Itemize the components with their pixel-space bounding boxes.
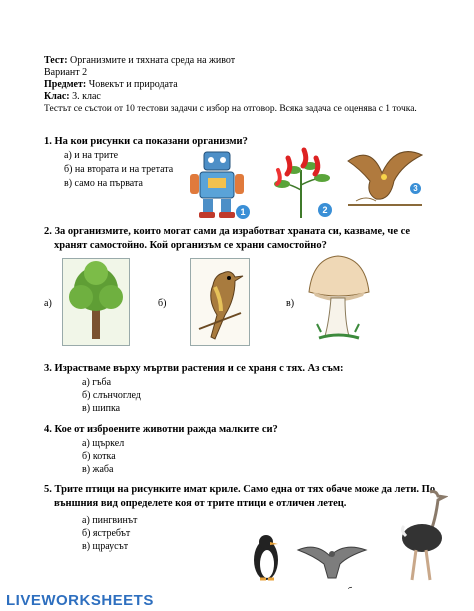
mushroom-frame bbox=[305, 252, 371, 344]
q4-option-c[interactable]: в) жаба bbox=[82, 464, 114, 475]
question-1: 1. На кои рисунки са показани организми? bbox=[44, 136, 248, 147]
q2-option-b[interactable]: б) bbox=[158, 298, 167, 309]
q5-option-c[interactable]: в) щраусът bbox=[82, 541, 129, 552]
q3-option-a[interactable]: а) гъба bbox=[82, 377, 112, 388]
owl-image bbox=[346, 143, 424, 209]
q3-option-b[interactable]: б) слънчоглед bbox=[82, 390, 141, 401]
badge-1: 1 bbox=[236, 205, 250, 219]
penguin-image bbox=[246, 532, 286, 582]
class-value: 3. клас bbox=[69, 91, 101, 102]
q2-option-a[interactable]: а) bbox=[44, 298, 52, 309]
q3-option-c[interactable]: в) шипка bbox=[82, 403, 121, 414]
mushroom-image bbox=[305, 252, 371, 344]
q5-option-b[interactable]: б) ястребът bbox=[82, 528, 131, 539]
question-2-line2: хранят самостойно. Кой организъм се храни самостойно? bbox=[54, 240, 327, 251]
q4-option-a[interactable]: а) щъркел bbox=[82, 438, 125, 449]
subject-value: Човекът и природата bbox=[86, 79, 178, 90]
tree-image bbox=[63, 259, 129, 345]
subject bbox=[44, 79, 178, 91]
q5-option-a[interactable]: а) пингвинът bbox=[82, 515, 138, 526]
intro-text: Тестът се състои от 10 тестови задачи с избор на отговор. Всяка задача се оценява с 1 точка. bbox=[44, 104, 417, 114]
badge-2: 2 bbox=[318, 203, 332, 217]
class-label: Клас: bbox=[44, 91, 70, 102]
test-title bbox=[44, 55, 235, 67]
footer-bar bbox=[0, 589, 474, 611]
hawk-image bbox=[296, 538, 368, 582]
question-5-line2: външния вид определете коя от трите птици е отличен летец. bbox=[54, 498, 347, 509]
ostrich-image bbox=[396, 486, 448, 582]
q1-option-c[interactable]: в) само на първата bbox=[64, 178, 143, 189]
subject-label: Предмет: bbox=[44, 79, 87, 90]
liveworksheets-logo[interactable]: LIVEWORKSHEETS bbox=[6, 592, 154, 609]
q4-option-b[interactable]: б) котка bbox=[82, 451, 116, 462]
bird-frame bbox=[190, 258, 250, 346]
question-3: 3. Израстваме върху мъртви растения и се храня с тях. Аз съм: bbox=[44, 363, 344, 374]
tree-frame bbox=[62, 258, 130, 346]
class-line bbox=[44, 91, 101, 103]
variant: Вариант 2 bbox=[44, 67, 88, 78]
badge-3: 3 bbox=[410, 183, 421, 194]
test-value: Организмите и тяхната среда на живот bbox=[67, 55, 236, 66]
question-5-line1: 5. Трите птици на рисунките имат криле. Само една от тях обаче може да лети. По bbox=[44, 484, 436, 495]
q2-option-c[interactable]: в) bbox=[286, 298, 295, 309]
q1-option-a[interactable]: а) и на трите bbox=[64, 150, 119, 161]
q1-option-b[interactable]: б) на втората и на третата bbox=[64, 164, 174, 175]
test-label: Тест: bbox=[44, 55, 68, 66]
question-2-line1: 2. За организмите, които могат сами да изработват храната си, казваме, че се bbox=[44, 226, 411, 237]
bird-image bbox=[191, 259, 249, 345]
question-4: 4. Кое от изброените животни ражда малките си? bbox=[44, 424, 278, 435]
